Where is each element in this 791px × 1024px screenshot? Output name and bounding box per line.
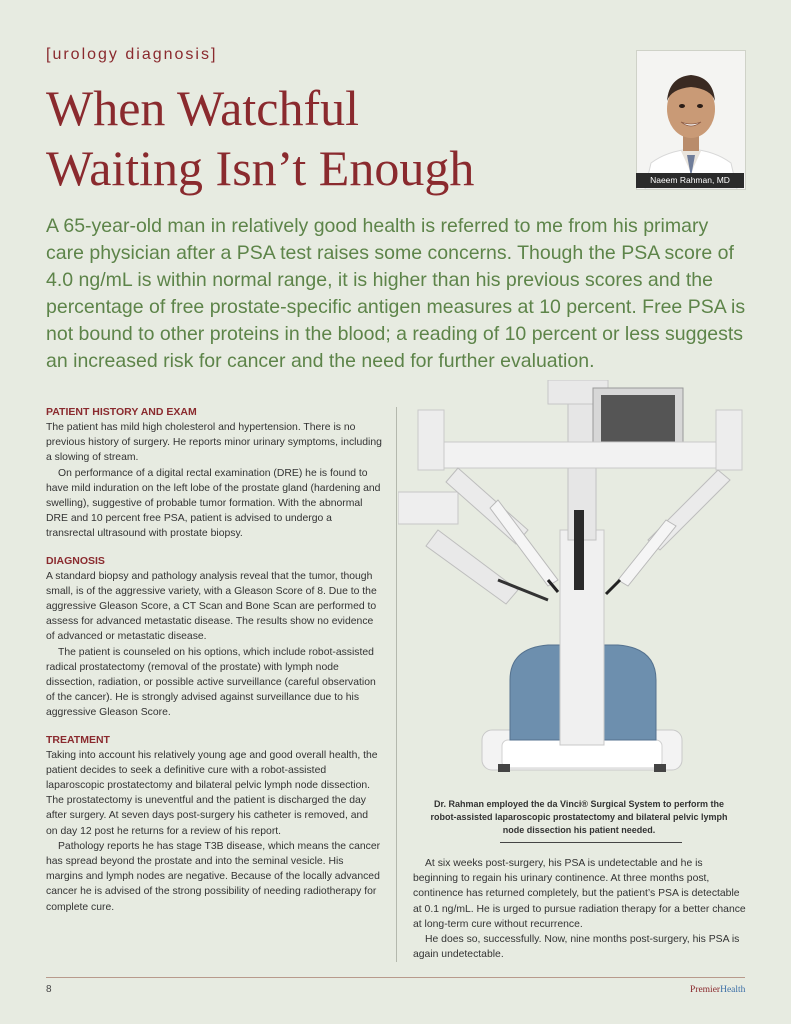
right-column bbox=[413, 856, 750, 962]
brand-logo bbox=[690, 985, 745, 995]
surgical-robot-icon bbox=[398, 380, 760, 790]
left-column bbox=[46, 405, 382, 927]
article-title bbox=[46, 78, 606, 198]
author-name-caption: Naeem Rahman, MD bbox=[636, 173, 744, 188]
page-number: 8 bbox=[46, 984, 52, 995]
surgical-robot-image bbox=[398, 380, 760, 790]
caption-rule bbox=[500, 842, 682, 843]
section-heading: DIAGNOSIS bbox=[46, 554, 105, 567]
body-paragraph: Taking into account his relatively young age and good overall health, the patient decides to seek a definitive cure with a robot-assisted laparoscopic prostatectomy and bilateral pelvic lymph node dissection. The prostatectomy is uneventful and the patient is discharged the day after surgery. At seven days post-surgery his catheter is removed, and on day 12 post he returns for a review of his report. bbox=[46, 749, 378, 837]
figure-caption: Dr. Rahman employed the da Vinci® Surgical System to perform the robot-assisted laparoscopic prostatectomy and bilateral pelvic lymph node dissection his patient needed. bbox=[430, 799, 728, 835]
section-diagnosis bbox=[46, 554, 382, 721]
title-line-2: Waiting Isn’t Enough bbox=[46, 140, 475, 196]
footer-rule bbox=[46, 977, 745, 978]
body-paragraph: On performance of a digital rectal examination (DRE) he is found to have mild induration on the left lobe of the prostate gland (hardening and swelling), suggestive of probable tumor formation. With the abnormal DRE and 10 percent free PSA, patient is advised to undergo a transrectal ultrasound with prostate biopsy. bbox=[46, 467, 381, 540]
body-paragraph: He does so, successfully. Now, nine months post-surgery, his PSA is again undetectable. bbox=[413, 934, 740, 961]
column-divider bbox=[396, 407, 397, 962]
author-photo bbox=[636, 50, 746, 190]
body-paragraph: The patient is counseled on his options, which include robot-assisted radical prostatectomy (removal of the prostate) with lymph node dissection, radiation, or possible active surveillance (careful observation of the cancer). He is strongly advised against surveillance due to his aggressive Gleason Score. bbox=[46, 646, 376, 719]
brand-part-2: Health bbox=[720, 985, 746, 995]
author-portrait-icon bbox=[637, 51, 745, 189]
body-paragraph: A standard biopsy and pathology analysis reveal that the tumor, though small, is of the aggressive variety, with a Gleason Score of 8. Due to the aggressive Gleason Score, a CT Scan and Bone Scan are performed to assess for advanced metastatic disease. The results show no evidence of advanced or metastatic disease. bbox=[46, 570, 377, 643]
body-paragraph: The patient has mild high cholesterol and hypertension. There is no previous history of surgery. He reports minor urinary symptoms, including a slowing of stream. bbox=[46, 422, 382, 464]
section-tag: [urology diagnosis] bbox=[46, 46, 218, 63]
body-paragraph: At six weeks post-surgery, his PSA is undetectable and he is beginning to regain his urinary continence. At three months post, continence has returned completely, but the patient’s PSA is detectable at 0.1 ng/mL. He is urged to pursue radiation therapy for a better chance at long-term cure without recurrence. bbox=[413, 858, 746, 930]
section-heading: TREATMENT bbox=[46, 733, 110, 746]
lede-paragraph: A 65-year-old man in relatively good health is referred to me from his primary care physician after a PSA test raises some concerns. Though the PSA score of 4.0 ng/mL is within normal range, it is higher than his previous scores and the percentage of free prostate-specific antigen measures at 10 percent. Free PSA is not bound to other proteins in the blood; a reading of 10 percent or less suggests an increased risk for cancer and the need for further evaluation. bbox=[46, 215, 746, 372]
title-line-1: When Watchful bbox=[46, 80, 359, 136]
section-patient-history bbox=[46, 405, 382, 542]
brand-part-1: Premier bbox=[690, 985, 721, 995]
section-heading: PATIENT HISTORY AND EXAM bbox=[46, 406, 197, 418]
section-treatment bbox=[46, 733, 382, 915]
body-paragraph: Pathology reports he has stage T3B disease, which means the cancer has spread beyond the prostate and into the seminal vesicle. His margins and lymph nodes are negative. Because of the locally advanced cancer he is advised of the strong possibility of needing radiotherapy for complete cure. bbox=[46, 840, 381, 913]
